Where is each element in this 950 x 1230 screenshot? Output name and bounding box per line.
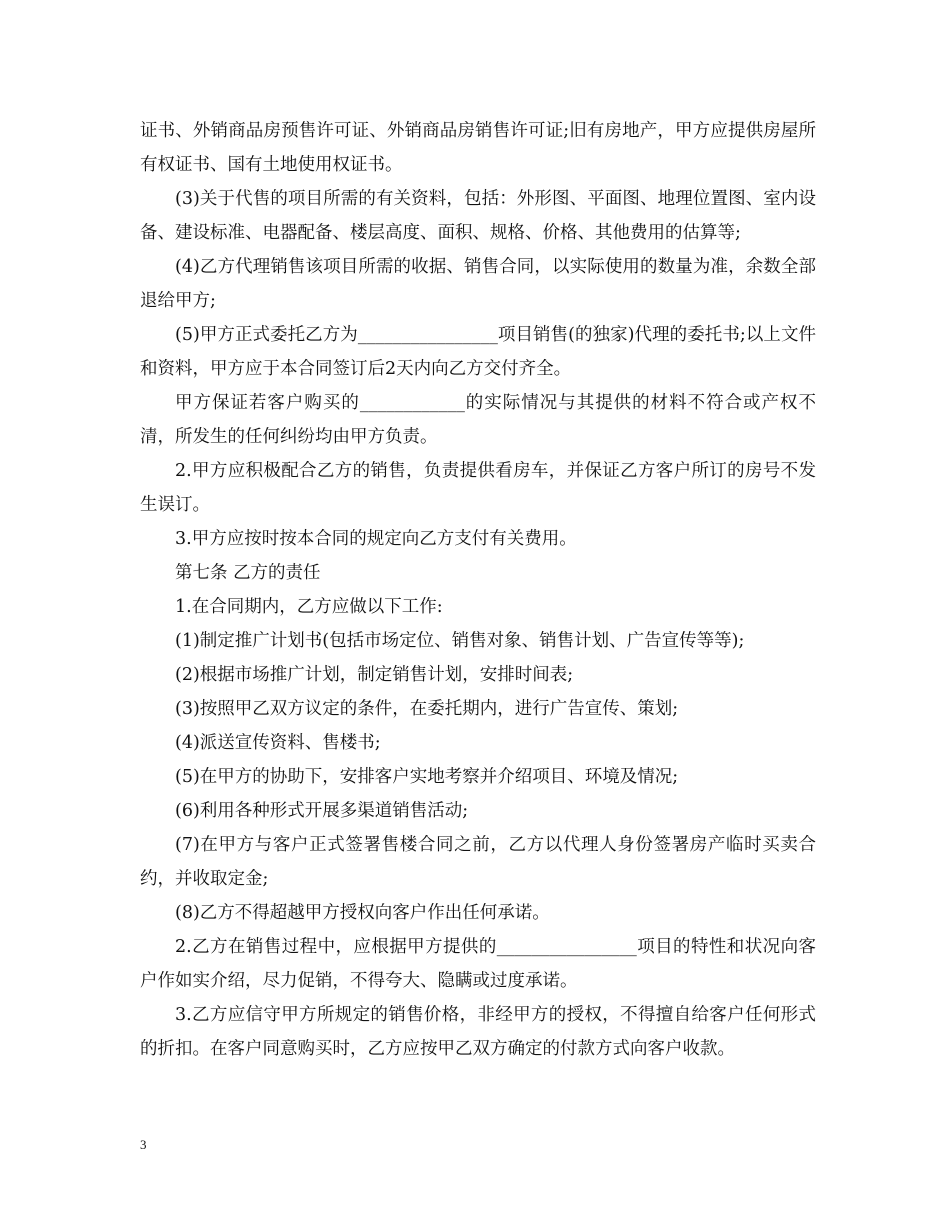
paragraph-item-3-project-materials: (3)关于代售的项目所需的有关资料，包括：外形图、平面图、地理位置图、室内设备、建设标准、电器配备、楼层高度、面积、规格、价格、其他费用的估算等; <box>140 189 816 243</box>
list-item-8-no-unauthorized-promises: (8)乙方不得超越甲方授权向客户作出任何承诺。 <box>175 903 550 923</box>
list-item-2-sales-plan: (2)根据市场推广计划，制定销售计划，安排时间表; <box>175 665 574 685</box>
paragraph-party-b-duty-3: 3.乙方应信守甲方所规定的销售价格，非经甲方的授权，不得擅自给客户任何形式的折扣。在客户同意购买时，乙方应按甲乙双方确定的付款方式向客户收款。 <box>140 1005 816 1059</box>
list-item-5-site-visits: (5)在甲方的协助下，安排客户实地考察并介绍项目、环境及情况; <box>175 767 679 787</box>
list-item-6-sales-channels: (6)利用各种形式开展多渠道销售活动; <box>175 801 469 821</box>
paragraph-item-5-authorization: (5)甲方正式委托乙方为________________项目销售(的独家)代理的委托书;以上文件和资料，甲方应于本合同签订后2天内向乙方交付齐全。 <box>140 325 816 379</box>
list-item-4-brochures: (4)派送宣传资料、售楼书; <box>175 733 381 753</box>
section-heading-article-7: 第七条 乙方的责任 <box>175 563 321 583</box>
page-number: 3 <box>140 1137 147 1152</box>
paragraph-item-4-receipts-contracts: (4)乙方代理销售该项目所需的收据、销售合同，以实际使用的数量为准，余数全部退给甲方; <box>140 257 816 311</box>
paragraph-party-a-guarantee: 甲方保证若客户购买的____________的实际情况与其提供的材料不符合或产权不清，所发生的任何纠纷均由甲方负责。 <box>140 393 816 447</box>
paragraph-party-a-duty-3: 3.甲方应按时按本合同的规定向乙方支付有关费用。 <box>175 529 577 549</box>
list-item-7-temporary-contract: (7)在甲方与客户正式签署售楼合同之前，乙方以代理人身份签署房产临时买卖合约，并收取定金; <box>140 835 816 889</box>
paragraph-party-a-duty-2: 2.甲方应积极配合乙方的销售，负责提供看房车，并保证乙方客户所订的房号不发生误订。 <box>140 461 816 515</box>
list-item-1-promotion-plan: (1)制定推广计划书(包括市场定位、销售对象、销售计划、广告宣传等等); <box>175 631 745 651</box>
paragraph-party-b-duty-2: 2.乙方在销售过程中，应根据甲方提供的________________项目的特性和状况向客户作如实介绍，尽力促销，不得夸大、隐瞒或过度承诺。 <box>140 937 816 991</box>
paragraph-certificates: 证书、外销商品房预售许可证、外销商品房销售许可证;旧有房地产，甲方应提供房屋所有权证书、国有土地使用权证书。 <box>140 121 816 175</box>
paragraph-party-b-duty-1: 1.在合同期内，乙方应做以下工作: <box>175 597 443 617</box>
document-body <box>140 114 816 1066</box>
list-item-3-advertising: (3)按照甲乙双方议定的条件，在委托期内，进行广告宣传、策划; <box>175 699 679 719</box>
